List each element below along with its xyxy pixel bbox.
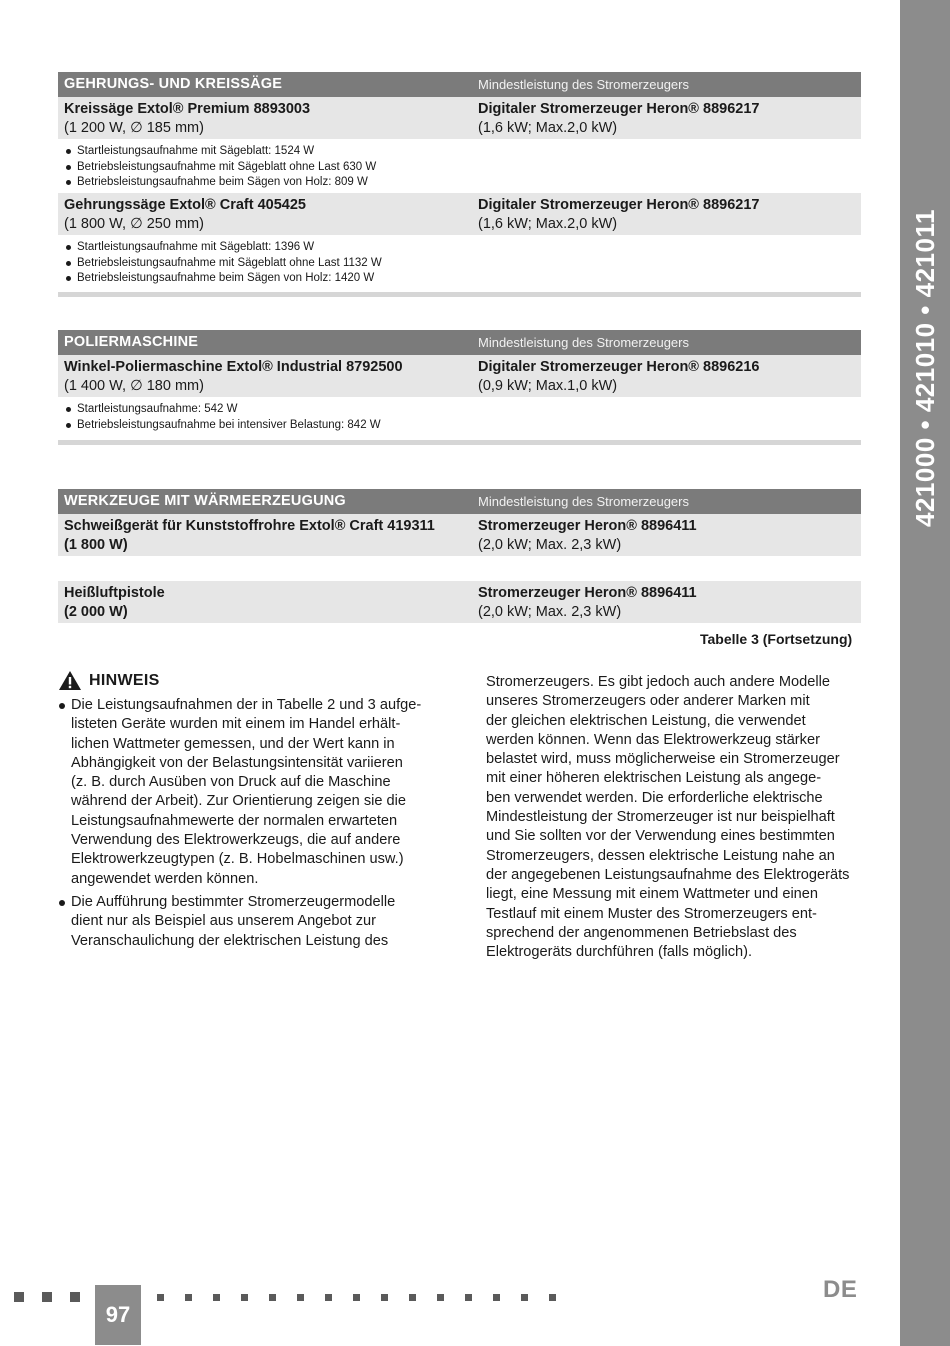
text-line: während der Arbeit). Zur Orientierung zeigen sie die [71, 793, 407, 810]
text-line: Die Leistungsaufnahmen der in Tabelle 2 und 3 aufge- [71, 697, 422, 713]
text-line: Mindestleistung der Stromerzeuger ist nur beispielhaft [486, 809, 835, 826]
footer-square [325, 1294, 332, 1301]
generator-power: (0,9 kW; Max.1,0 kW) [478, 378, 618, 394]
footer-square [269, 1294, 276, 1301]
text-line: lichen Wattmeter gemessen, und der Wert kann in [71, 735, 395, 752]
text-line: dient nur als Beispiel aus unserem Angebot zur [71, 913, 377, 930]
table-row [58, 514, 861, 556]
text-line: unseres Stromerzeugers oder anderer Marken mit [486, 693, 810, 710]
language-code: DE [823, 1276, 858, 1303]
text-line: Stromerzeugers, dessen elektrische Leistung nahe an [486, 847, 835, 864]
text-line: der angegebenen Leistungsaufnahme des Elektrogeräts [486, 866, 850, 883]
generator-name: Stromerzeuger Heron® 8896411 [478, 518, 697, 534]
text-line: Leistungsaufnahmewerte der normalen erwarteten [71, 812, 398, 829]
power-details-list [58, 235, 861, 287]
table-row [58, 355, 861, 397]
section-title: POLIERMASCHINE [64, 334, 199, 350]
device-name: Schweißgerät für Kunststoffrohre Extol® Craft 419311 [64, 518, 435, 534]
footer-square [70, 1292, 80, 1302]
section-header [58, 72, 861, 97]
footer-square [241, 1294, 248, 1301]
text-line: liegt, eine Messung mit einem Wattmeter und einen [486, 886, 819, 903]
list-item: Betriebsleistungsaufnahme mit Sägeblatt ohne Last 630 W [66, 160, 861, 176]
table-row [58, 97, 861, 139]
generator-name: Digitaler Stromerzeuger Heron® 8896216 [478, 359, 760, 375]
device-power: (1 200 W, ∅ 185 mm) [64, 120, 204, 136]
footer-square [493, 1294, 500, 1301]
text-line: Verwendung des Elektrowerkzeugs, die auf andere [71, 832, 401, 849]
notice-header [58, 670, 160, 691]
footer-square [437, 1294, 444, 1301]
generator-name: Digitaler Stromerzeuger Heron® 8896217 [478, 101, 760, 117]
text-line: Die Aufführung bestimmter Stromerzeugermodelle [71, 893, 396, 910]
text-line: der gleichen elektrischen Leistung, die verwendet [486, 712, 806, 729]
text-line: listeten Geräte wurden mit einem im Handel erhält- [71, 716, 401, 733]
device-power: (2 000 W) [64, 604, 128, 620]
device-name: Kreissäge Extol® Premium 8893003 [64, 101, 311, 117]
min-power-label: Mindestleistung des Stromerzeugers [478, 77, 689, 92]
footer-square [465, 1294, 472, 1301]
footer-square [185, 1294, 192, 1301]
list-item: Startleistungsaufnahme mit Sägeblatt: 1524 W [66, 144, 861, 160]
table-section-saws [58, 72, 861, 287]
section-title: WERKZEUGE MIT WÄRMEERZEUGUNG [64, 493, 346, 509]
text-line: ben verwendet werden. Die erforderliche elektrische [486, 789, 823, 806]
power-details-list [58, 139, 861, 193]
text-line: angewendet werden können. [71, 870, 259, 887]
footer-square [409, 1294, 416, 1301]
text-line: Elektrowerkzeugtypen (z. B. Hobelmaschinen usw.) [71, 851, 404, 868]
table-section-polisher [58, 330, 861, 433]
table-row [58, 581, 861, 623]
device-power: (1 800 W) [64, 537, 128, 553]
footer-square [381, 1294, 388, 1301]
notice-title: HINWEIS [89, 671, 160, 689]
warning-triangle-icon [58, 670, 82, 691]
section-header [58, 330, 861, 355]
section-divider [58, 440, 861, 445]
min-power-label: Mindestleistung des Stromerzeugers [478, 494, 689, 509]
footer-square [14, 1292, 24, 1302]
text-line: (z. B. durch Ausüben von Druck auf die Maschine [71, 774, 391, 791]
table-section-heat-tools [58, 489, 861, 623]
device-power: (1 400 W, ∅ 180 mm) [64, 378, 204, 394]
footer-square [549, 1294, 556, 1301]
device-power: (1 800 W, ∅ 250 mm) [64, 216, 204, 232]
list-item: Betriebsleistungsaufnahme beim Sägen von Holz: 809 W [66, 175, 861, 191]
text-line: Testlauf mit einem Muster des Stromerzeugers ent- [486, 905, 817, 922]
notice-left-column [58, 696, 440, 951]
text-line: sprechend der angenommenen Betriebslast des [486, 924, 797, 941]
generator-power: (1,6 kW; Max.2,0 kW) [478, 216, 618, 232]
list-item: Betriebsleistungsaufnahme bei intensiver Belastung: 842 W [66, 418, 861, 434]
footer-square [297, 1294, 304, 1301]
list-item: Betriebsleistungsaufnahme mit Sägeblatt ohne Last 1132 W [66, 256, 861, 272]
generator-power: (2,0 kW; Max. 2,3 kW) [478, 537, 622, 553]
generator-name: Digitaler Stromerzeuger Heron® 8896217 [478, 197, 760, 213]
min-power-label: Mindestleistung des Stromerzeugers [478, 335, 689, 350]
footer-square [42, 1292, 52, 1302]
text-line: Veranschaulichung der elektrischen Leistung des [71, 932, 389, 949]
list-item: Startleistungsaufnahme: 542 W [66, 402, 861, 418]
generator-power: (1,6 kW; Max.2,0 kW) [478, 120, 618, 136]
text-line: werden können. Wenn das Elektrowerkzeug stärker [486, 731, 820, 748]
device-name: Gehrungssäge Extol® Craft 405425 [64, 197, 306, 213]
model-numbers-label: 421000 • 421010 • 421011 [909, 209, 940, 527]
power-details-list [58, 397, 861, 433]
text-line: mit einer höheren elektrischen Leistung als angege- [486, 770, 822, 787]
device-name: Heißluftpistole [64, 585, 165, 601]
text-line: Elektrogeräts durchführen (falls möglich). [486, 944, 753, 961]
generator-name: Stromerzeuger Heron® 8896411 [478, 585, 697, 601]
footer-square [353, 1294, 360, 1301]
page-number: 97 [95, 1285, 141, 1345]
table-caption: Tabelle 3 (Fortsetzung) [700, 631, 853, 647]
notice-right-column [486, 673, 866, 962]
footer-square [157, 1294, 164, 1301]
section-title: GEHRUNGS- UND KREISSÄGE [64, 76, 283, 92]
section-header [58, 489, 861, 514]
table-row [58, 193, 861, 235]
section-divider [58, 292, 861, 297]
text-line: belastet wird, muss möglicherweise ein Stromerzeuger [486, 751, 840, 768]
list-item: Startleistungsaufnahme mit Sägeblatt: 1396 W [66, 240, 861, 256]
list-item: Betriebsleistungsaufnahme beim Sägen von Holz: 1420 W [66, 271, 861, 287]
text-line: Abhängigkeit von der Belastungsintensität variieren [71, 754, 403, 771]
text-line: und Sie sollten vor der Verwendung eines bestimmten [486, 828, 835, 845]
notice-item [58, 893, 440, 951]
footer-square [213, 1294, 220, 1301]
device-name: Winkel-Poliermaschine Extol® Industrial 8792500 [64, 359, 403, 375]
footer-square [521, 1294, 528, 1301]
notice-item [58, 696, 440, 889]
side-stripe [900, 0, 950, 1346]
generator-power: (2,0 kW; Max. 2,3 kW) [478, 604, 622, 620]
text-line: Stromerzeugers. Es gibt jedoch auch andere Modelle [486, 674, 830, 690]
